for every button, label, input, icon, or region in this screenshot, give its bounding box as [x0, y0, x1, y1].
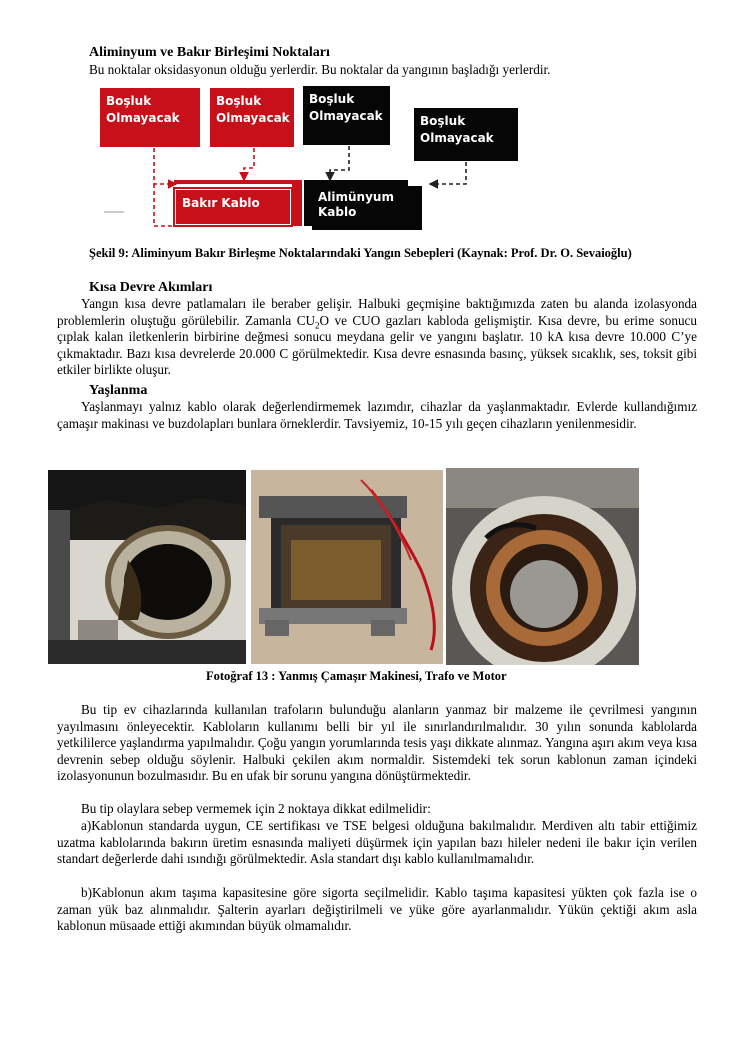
motor-illustration: [446, 468, 639, 665]
section-title-short-circuit: Kısa Devre Akımları: [89, 280, 213, 295]
washing-machine-illustration: [48, 470, 246, 664]
gap-warning-box-4: [414, 108, 518, 161]
gap-warning-label-1: Boşluk Olmayacak: [106, 94, 180, 125]
burned-washing-machine-photo: [48, 470, 246, 664]
figure-9-caption: Şekil 9: Aliminyum Bakır Birleşme Noktalarındaki Yangın Sebepleri (Kaynak: Prof. Dr. O. Sevaioğlu): [89, 246, 632, 260]
gap-warning-label-3: Boşluk Olmayacak: [309, 92, 383, 123]
aging-paragraph: Yaşlanmayı yalnız kablo olarak değerlendirmemek lazımdır, cihazlar da yaşlanmaktadır. Evlerde kullandığımız çamaşır makinası ve buzdolapları bunlara örneklerdir. Tavsiyemiz, 10-15 yılı geçen cihazların yenilenmesidir.: [57, 399, 697, 431]
body-paragraph-2: Bu tip olaylara sebep vermemek için 2 noktaya dikkat edilmelidir:: [81, 801, 431, 816]
body-paragraph-item-a: a)Kablonun standarda uygun, CE sertifikası ve TSE belgesi olduğuna bakılmalıdır. Merdiven altı tabir ettiğimiz uzatma kablolarında bakırın üretim esnasında maliyeti düşürmek için yapılan bazı hileler nedeni ile bakır için verilen standart değerlerde dahi ısındığı görülmektedir. Asla standart dışı kablo kullanılmamalıdır.: [57, 818, 697, 867]
short-circuit-subscript: 2: [315, 320, 320, 331]
section-title-aging: Yaşlanma: [89, 383, 148, 398]
transformer-illustration: [251, 470, 443, 664]
aluminium-cable-box: [312, 186, 422, 230]
copper-cable-label: Bakır Kablo: [182, 196, 260, 210]
junction-diagram: [94, 82, 526, 234]
short-circuit-text-a: Yangın kısa devre patlamaları ile beraber gelişir. Halbuki geçmişine baktığımızda zaten bu alanda izolasyonda problemlerin oluştuğu görülebilir. Zamanla CU: [57, 296, 697, 328]
photo-13-caption: Fotoğraf 13 : Yanmış Çamaşır Makinesi, Trafo ve Motor: [206, 669, 507, 683]
body-paragraph-1: Bu tip ev cihazlarında kullanılan trafoların bulunduğu alanların yanmaz bir malzeme ile çevrilmesi yangının yayılmasını önleyecektir. Kabloların kullanımı belli bir yıl ile sınırlandırılmalıdır. 30 yılın sonunda kablolarda yetkililerce yaşlandırma yapılmalıdır. Çoğu yangın yorumlarında tesis yaşı dikkate alınmaz. Yangına aşırı akım veya kısa devrenin sebep olduğu söylenir. Halbuki çekilen akım normaldir. Sistemdeki tek sorun kablonun zaman içindeki izolasyonunun bozulmasıdır. Bu en ufak bir sorunu yangına dönüştürmektedir.: [57, 702, 697, 784]
gap-warning-box-2: [210, 88, 294, 147]
section-title-junction-points: Aliminyum ve Bakır Birleşimi Noktaları: [89, 45, 330, 60]
short-circuit-text-b: O ve CUO gazları kabloda gelişmiştir. Kısa devre, bu erime sonucu çıplak kalan iletkenlerin birbirine değmesi sonucu meydana gelir ve yangını başlatır. 10 kA kısa devre 10.000 C’ye çıkmaktadır. Bazı kısa devrelerde 20.000 C görülmektedir. Kısa devre esnasında basınç, yüksek sıcaklık, ses, toksit gibi etkiler birlikte oluşur.: [57, 312, 697, 378]
gap-warning-box-3: [303, 86, 390, 145]
section-intro-text: Bu noktalar oksidasyonun olduğu yerlerdir. Bu noktalar da yangının başladığı yerlerdir.: [89, 62, 551, 77]
burned-transformer-photo: [251, 470, 443, 664]
gap-warning-box-1: [100, 88, 200, 147]
gap-warning-label-2: Boşluk Olmayacak: [216, 94, 290, 125]
copper-cable-box: [176, 190, 290, 224]
body-paragraph-item-b: b)Kablonun akım taşıma kapasitesine göre sigorta seçilmelidir. Kablo taşıma kapasitesi yükten çok fazla ise o zaman yük baz alınmalıdır. Şalterin ayarları değiştirilmeli ve yüke göre ayarlanmalıdır. Yükün çektiği akım asla kablonun müsaade ettiği akımından büyük olmamalıdır.: [57, 885, 697, 934]
short-circuit-paragraph: [57, 296, 697, 379]
gap-warning-label-4: Boşluk Olmayacak: [420, 114, 494, 145]
burned-motor-photo: [446, 468, 639, 665]
aluminium-cable-label: Alimünyum Kablo: [318, 190, 394, 219]
